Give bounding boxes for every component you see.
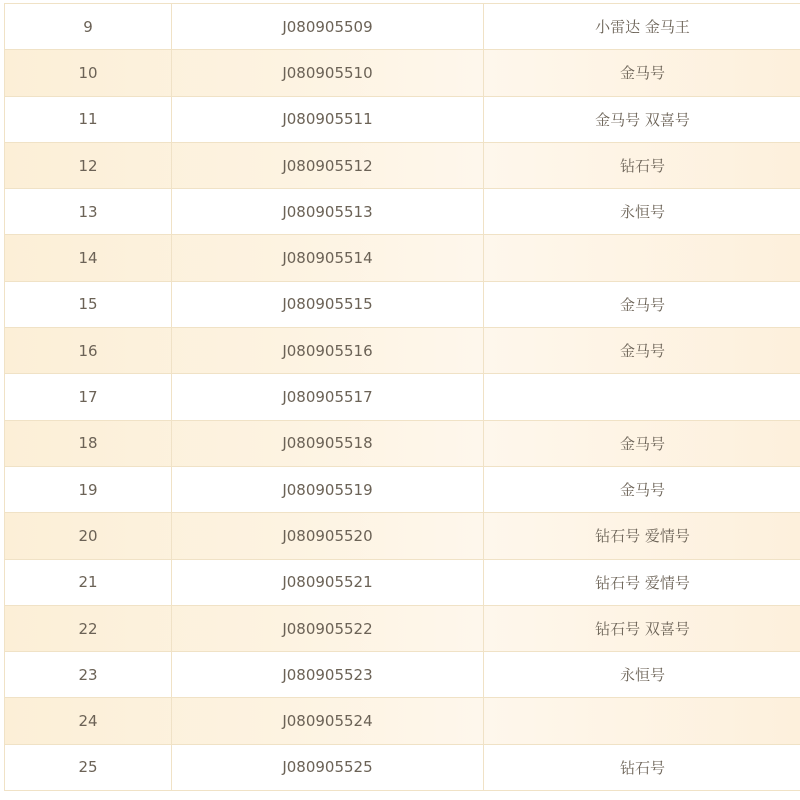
code-cell: J080905514 [172,235,484,280]
name-cell: 小雷达 金马王 [595,18,690,37]
table-row [5,97,800,143]
table-row [5,189,800,235]
code-cell: J080905511 [172,97,484,142]
row-number-cell: 18 [5,421,172,466]
name-cell [484,698,800,743]
name-cell [484,374,800,419]
code-cell: J080905525 [172,745,484,790]
code-cell: J080905521 [172,560,484,605]
row-number-cell: 16 [5,328,172,373]
row-number-cell: 22 [5,606,172,651]
code-cell: J080905522 [172,606,484,651]
row-number-cell: 23 [5,652,172,697]
name-cell: 金马号 [619,342,665,361]
name-cell: 钻石号 双喜号 [595,620,690,638]
row-number-cell: 11 [5,97,172,142]
name-cell: 永恒号 [619,203,665,222]
code-cell: J080905513 [172,189,484,234]
data-table [4,3,800,791]
table-row [5,421,800,467]
row-number-cell: 17 [5,374,172,419]
code-cell: J080905523 [172,652,484,697]
table-row [5,235,800,281]
code-cell: J080905515 [172,282,484,327]
name-cell: 钻石号 [619,758,665,777]
row-number-cell: 19 [5,467,172,512]
row-number-cell: 9 [5,4,172,49]
code-cell: J080905516 [172,328,484,373]
table-row [5,513,800,559]
code-cell: J080905519 [172,467,484,512]
name-cell: 钻石号 爱情号 [595,573,690,592]
table-row [5,50,800,96]
name-cell: 永恒号 [619,666,665,685]
name-cell: 金马号 [619,481,665,500]
name-cell: 金马号 [619,434,665,453]
row-number-cell: 20 [5,513,172,558]
code-cell: J080905512 [172,143,484,188]
row-number-cell: 15 [5,282,172,327]
code-cell: J080905524 [172,698,484,743]
row-number-cell: 12 [5,143,172,188]
name-cell: 金马号 双喜号 [595,110,690,129]
row-number-cell: 14 [5,235,172,280]
name-cell: 钻石号 [619,157,665,176]
table-row [5,745,800,791]
name-cell: 金马号 [619,64,665,83]
table-row [5,143,800,189]
code-cell: J080905510 [172,50,484,95]
table-row [5,282,800,328]
table-row [5,467,800,513]
code-cell: J080905520 [172,513,484,558]
table-row [5,328,800,374]
row-number-cell: 25 [5,745,172,790]
name-cell: 钻石号 爱情号 [595,527,690,546]
name-cell: 金马号 [619,295,665,314]
table-row [5,374,800,420]
name-cell [484,235,800,280]
code-cell: J080905509 [172,4,484,49]
row-number-cell: 21 [5,560,172,605]
row-number-cell: 10 [5,50,172,95]
table-row [5,560,800,606]
row-number-cell: 24 [5,698,172,743]
table-row [5,606,800,652]
code-cell: J080905518 [172,421,484,466]
table-row [5,652,800,698]
table-row [5,698,800,744]
code-cell: J080905517 [172,374,484,419]
table-row [5,4,800,50]
row-number-cell: 13 [5,189,172,234]
